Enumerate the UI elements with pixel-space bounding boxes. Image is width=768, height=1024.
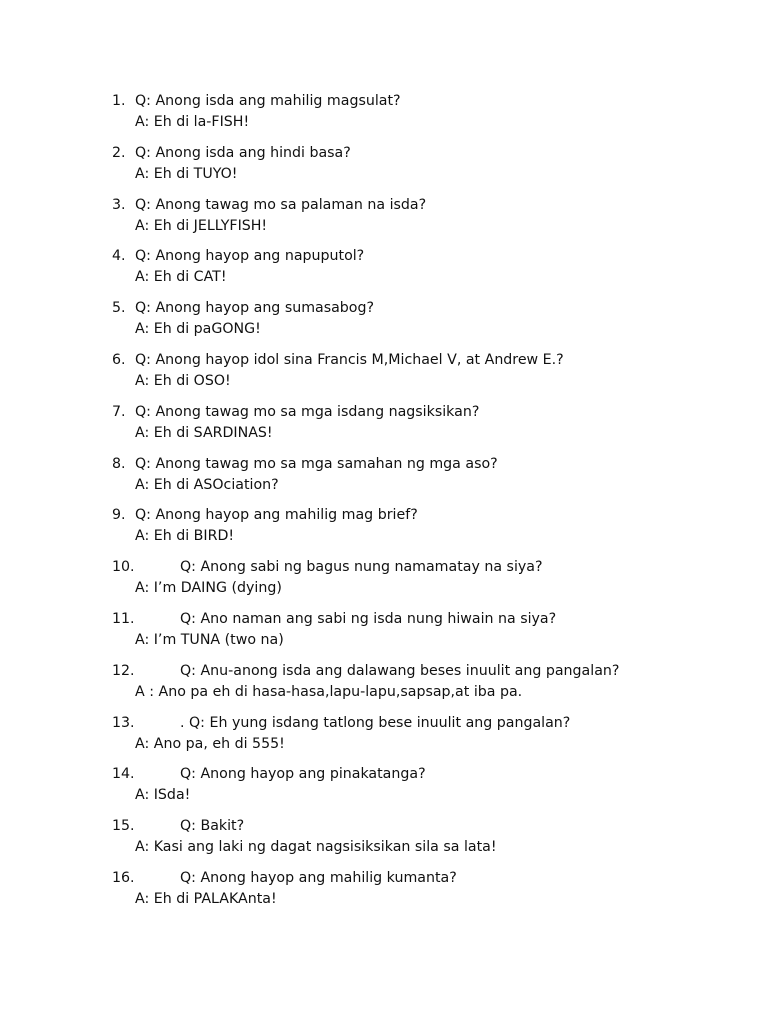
question-text: . Q: Eh yung isdang tatlong bese inuulit ang pangalan? <box>180 714 571 731</box>
question-text: Q: Anu-anong isda ang dalawang beses inuulit ang pangalan? <box>180 662 620 679</box>
question-text: Q: Anong tawag mo sa mga samahan ng mga aso? <box>135 455 498 472</box>
item-number: 5. <box>112 300 126 317</box>
answer-text: A: Eh di JELLYFISH! <box>135 217 268 234</box>
list-item <box>112 816 752 858</box>
question-text: Q: Anong isda ang hindi basa? <box>135 144 351 161</box>
question-text: Q: Anong hayop ang mahilig kumanta? <box>180 869 457 886</box>
question-text: Q: Anong hayop ang sumasabog? <box>135 300 375 317</box>
question-text: Q: Anong tawag mo sa palaman na isda? <box>135 196 427 213</box>
list-item <box>112 609 752 651</box>
list-item <box>112 454 752 496</box>
list-item <box>112 91 752 133</box>
list-item <box>112 557 752 599</box>
list-item <box>112 505 752 547</box>
question-text: Q: Anong hayop ang pinakatanga? <box>180 766 426 783</box>
answer-text: A: Ano pa, eh di 555! <box>135 735 285 752</box>
answer-text: A: ISda! <box>135 787 191 804</box>
list-item <box>112 195 752 237</box>
answer-text: A: Eh di OSO! <box>135 372 231 389</box>
list-item <box>112 246 752 288</box>
answer-text: A: Eh di CAT! <box>135 269 227 286</box>
answer-text: A: I’m DAING (dying) <box>135 580 282 597</box>
answer-text: A: Eh di ASOciation? <box>135 476 279 493</box>
list-item <box>112 868 752 910</box>
item-number: 11. <box>112 610 135 627</box>
question-text: Q: Anong sabi ng bagus nung namamatay na siya? <box>180 559 543 576</box>
item-number: 6. <box>112 351 126 368</box>
question-text: Q: Bakit? <box>180 818 245 835</box>
answer-text: A: Eh di BIRD! <box>135 528 235 545</box>
item-number: 13. <box>112 714 135 731</box>
answer-text: A: Eh di PALAKAnta! <box>135 890 277 907</box>
item-number: 12. <box>112 662 135 679</box>
answer-text: A: Eh di TUYO! <box>135 165 238 182</box>
question-text: Q: Anong hayop ang mahilig mag brief? <box>135 507 418 524</box>
answer-text: A: Eh di SARDINAS! <box>135 424 273 441</box>
item-number: 7. <box>112 403 126 420</box>
item-number: 15. <box>112 818 135 835</box>
question-text: Q: Anong hayop idol sina Francis M,Michael V, at Andrew E.? <box>135 351 564 368</box>
question-text: Q: Anong isda ang mahilig magsulat? <box>135 93 401 109</box>
list-item <box>112 298 752 340</box>
list-item <box>112 713 752 755</box>
answer-text: A: Eh di paGONG! <box>135 321 261 338</box>
item-number: 9. <box>112 507 126 524</box>
list-item <box>112 402 752 444</box>
answer-text: A: Eh di la-FISH! <box>135 114 250 130</box>
item-number: 2. <box>112 144 126 161</box>
item-number: 10. <box>112 559 135 576</box>
item-number: 8. <box>112 455 126 472</box>
item-number: 16. <box>112 869 135 886</box>
question-text: Q: Anong hayop ang napuputol? <box>135 248 365 265</box>
item-number: 1. <box>112 93 126 109</box>
list-item <box>112 143 752 185</box>
item-number: 3. <box>112 196 126 213</box>
answer-text: A: I’m TUNA (two na) <box>135 631 284 648</box>
answer-text: A: Kasi ang laki ng dagat nagsisiksikan sila sa lata! <box>135 839 497 856</box>
list-item <box>112 350 752 392</box>
item-number: 14. <box>112 766 135 783</box>
item-number: 4. <box>112 248 126 265</box>
answer-text: A : Ano pa eh di hasa-hasa,lapu-lapu,sapsap,at iba pa. <box>135 683 523 700</box>
question-text: Q: Anong tawag mo sa mga isdang nagsiksikan? <box>135 403 480 420</box>
question-text: Q: Ano naman ang sabi ng isda nung hiwain na siya? <box>180 610 557 627</box>
list-item <box>112 764 752 806</box>
qa-list <box>112 91 752 920</box>
list-item <box>112 661 752 703</box>
